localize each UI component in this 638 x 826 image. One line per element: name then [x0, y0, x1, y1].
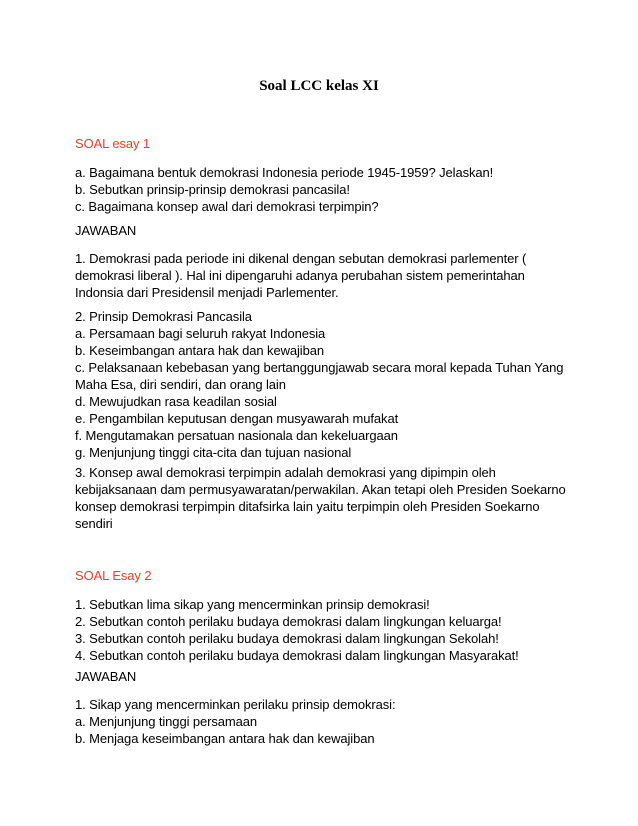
essay1-question-a: a. Bagaimana bentuk demokrasi Indonesia periode 1945-1959? Jelaskan!: [75, 165, 494, 180]
essay1-question-b: b. Sebutkan prinsip-prinsip demokrasi pancasila!: [75, 182, 350, 197]
essay1-answer-1: [75, 250, 575, 301]
essay2-questions: [75, 596, 575, 664]
answer-2-item: c. Pelaksanaan kebebasan yang bertanggungjawab secara moral kepada Tuhan Yang: [75, 360, 564, 375]
essay2-heading: SOAL Esay 2: [75, 568, 152, 583]
essay1-question-c: c. Bagaimana konsep awal dari demokrasi terpimpin?: [75, 199, 379, 214]
answer-1-line: demokrasi liberal ). Hal ini dipengaruhi adanya perubahan sistem pemerintahan: [75, 268, 525, 283]
answer-2-title: 2. Prinsip Demokrasi Pancasila: [75, 309, 252, 324]
answer-2-item: Maha Esa, diri sendiri, dan orang lain: [75, 377, 286, 392]
answer-2-item: a. Persamaan bagi seluruh rakyat Indonesia: [75, 326, 326, 341]
essay2-answer-line: 1. Sikap yang mencerminkan perilaku prinsip demokrasi:: [75, 697, 396, 712]
essay1-answer-label: JAWABAN: [75, 223, 137, 238]
answer-2-item: g. Menjunjung tinggi cita-cita dan tujuan nasional: [75, 445, 352, 460]
essay2-answer-line: a. Menjunjung tinggi persamaan: [75, 714, 258, 729]
essay2-question: 4. Sebutkan contoh perilaku budaya demokrasi dalam lingkungan Masyarakat!: [75, 648, 519, 663]
answer-2-item: e. Pengambilan keputusan dengan musyawarah mufakat: [75, 411, 399, 426]
essay1-questions: [75, 164, 575, 215]
essay1-answer-2: [75, 308, 575, 461]
document-title: Soal LCC kelas XI: [259, 78, 379, 94]
answer-2-item: d. Mewujudkan rasa keadilan sosial: [75, 394, 277, 409]
essay2-question: 3. Sebutkan contoh perilaku budaya demokrasi dalam lingkungan Sekolah!: [75, 631, 499, 646]
answer-1-line: Indonsia dari Presidensil menjadi Parlementer.: [75, 285, 339, 300]
essay1-heading: SOAL esay 1: [75, 136, 151, 151]
essay2-answer-line: b. Menjaga keseimbangan antara hak dan kewajiban: [75, 731, 375, 746]
answer-1-line: 1. Demokrasi pada periode ini dikenal dengan sebutan demokrasi parlementer (: [75, 251, 527, 266]
essay2-answer-label: JAWABAN: [75, 669, 137, 684]
essay2-question: 2. Sebutkan contoh perilaku budaya demokrasi dalam lingkungan keluarga!: [75, 614, 502, 629]
answer-3-line: konsep demokrasi terpimpin ditafsirka lain yaitu terpimpin oleh Presiden Soekarno: [75, 499, 540, 514]
essay2-question: 1. Sebutkan lima sikap yang mencerminkan prinsip demokrasi!: [75, 597, 430, 612]
answer-2-item: b. Keseimbangan antara hak dan kewajiban: [75, 343, 324, 358]
answer-3-line: 3. Konsep awal demokrasi terpimpin adalah demokrasi yang dipimpin oleh: [75, 465, 496, 480]
answer-3-line: sendiri: [75, 516, 113, 531]
answer-2-item: f. Mengutamakan persatuan nasionala dan kekeluargaan: [75, 428, 398, 443]
essay1-answer-3: [75, 464, 575, 532]
essay2-answer-1: [75, 696, 575, 747]
answer-3-line: kebijaksanaan dam permusyawaratan/perwakilan. Akan tetapi oleh Presiden Soekarno: [75, 482, 566, 497]
